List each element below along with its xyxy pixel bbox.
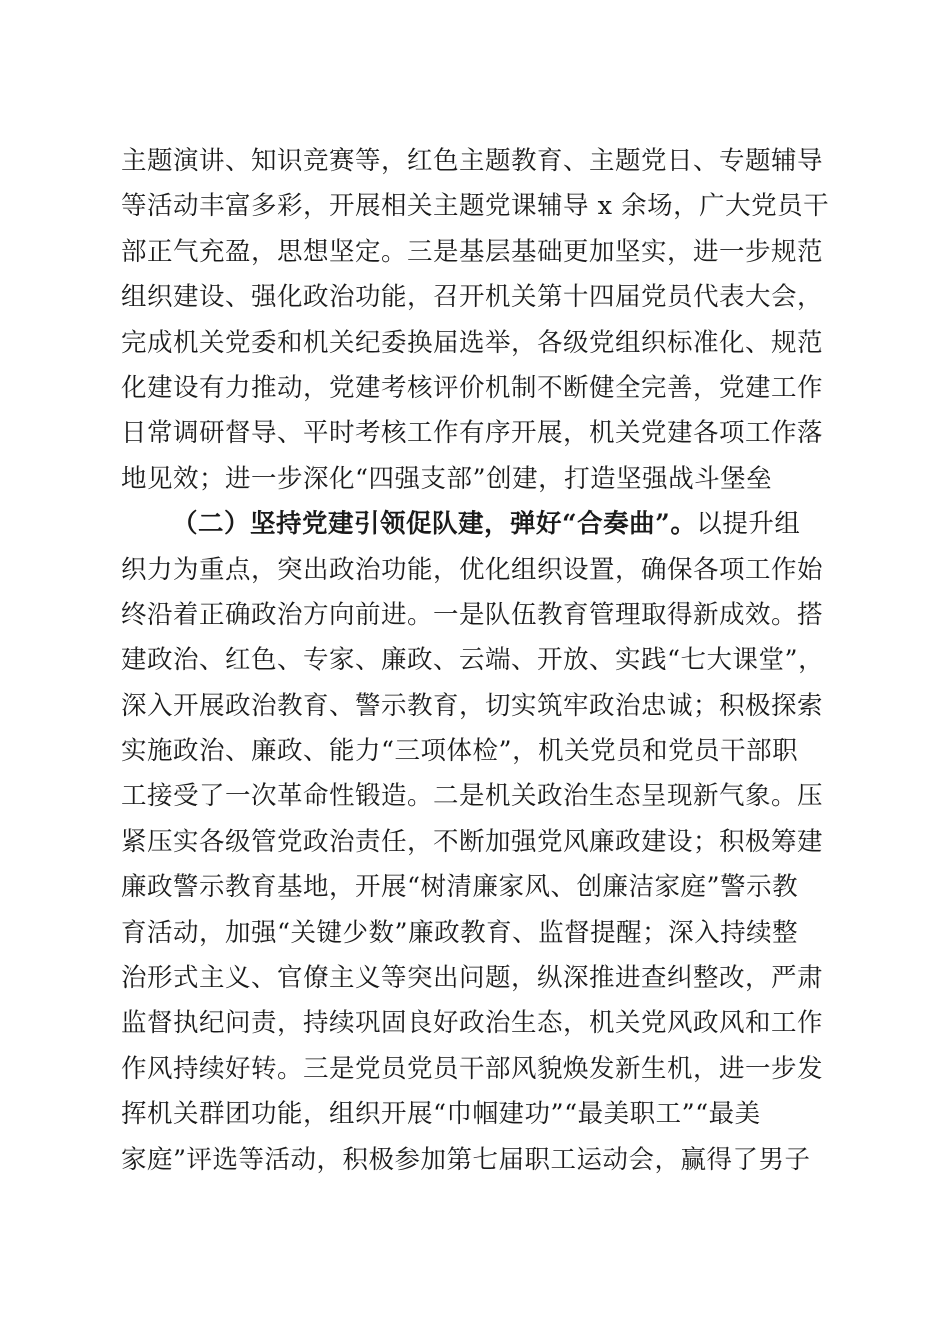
body-line: 建政治、红色、专家、廉政、云端、开放、实践“七大课堂”，	[121, 645, 825, 676]
body-line: 日常调研督导、平时考核工作有序开展，机关党建各项工作落	[121, 418, 824, 449]
body-line: 监督执纪问责，持续巩固良好政治生态，机关党风政风和工作	[121, 1008, 824, 1039]
body-line: 深入开展政治教育、警示教育，切实筑牢政治忠诚；积极探索	[121, 690, 824, 721]
body-line: 实施政治、廉政、能力“三项体检”，机关党员和党员干部职	[121, 736, 799, 767]
body-line: 家庭”评选等活动，积极参加第七届职工运动会，赢得了男子	[121, 1144, 811, 1175]
body-line: 紧压实各级管党政治责任，不断加强党风廉政建设；积极筹建	[121, 826, 824, 857]
body-line: 主题演讲、知识竞赛等，红色主题教育、主题党日、专题辅导	[121, 146, 824, 176]
body-line: 终沿着正确政治方向前进。一是队伍教育管理取得新成效。搭	[121, 599, 824, 630]
section-heading-tail: 以提升组	[696, 509, 801, 540]
body-line: 化建设有力推动，党建考核评价机制不断健全完善，党建工作	[121, 372, 824, 403]
body-line: 廉政警示教育基地，开展“树清廉家风、创廉洁家庭”警示教	[121, 872, 799, 903]
body-line: 织力为重点，突出政治功能，优化组织设置，确保各项工作始	[121, 554, 824, 585]
body-line: 作风持续好转。三是党员党员干部风貌焕发新生机，进一步发	[121, 1053, 824, 1084]
body-line: 完成机关党委和机关纪委换届选举，各级党组织标准化、规范	[121, 327, 824, 358]
body-line: 组织建设、强化政治功能，召开机关第十四届党员代表大会，	[121, 282, 824, 313]
body-line: 治形式主义、官僚主义等突出问题，纵深推进查纠整改，严肃	[121, 963, 824, 994]
body-line: 等活动丰富多彩，开展相关主题党课辅导 x 余场，广大党员干	[121, 191, 830, 222]
body-line: 挥机关群团功能，组织开展“巾帼建功”“最美职工”“最美	[121, 1099, 761, 1130]
body-line: 部正气充盈，思想坚定。三是基层基础更加坚实，进一步规范	[121, 236, 824, 267]
section-heading-line	[121, 502, 833, 547]
document-body	[121, 139, 833, 1183]
body-line: 地见效；进一步深化“四强支部”创建，打造坚强战斗堡垒	[121, 463, 773, 494]
body-line: 育活动，加强“关键少数”廉政教育、监督提醒；深入持续整	[121, 917, 799, 948]
body-line: 工接受了一次革命性锻造。二是机关政治生态呈现新气象。压	[121, 781, 824, 812]
section-heading: （二）坚持党建引领促队建，弹好“合奏曲”。	[172, 509, 697, 540]
